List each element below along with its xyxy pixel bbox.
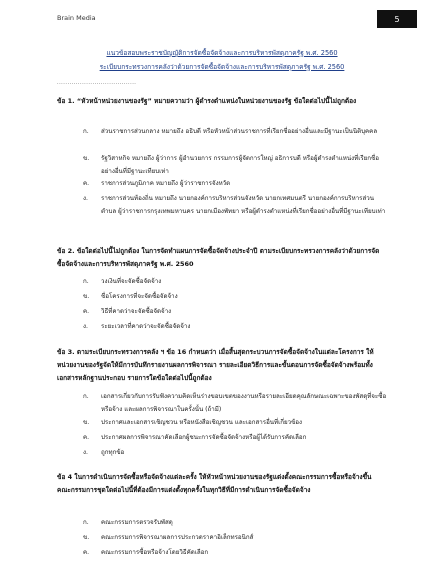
document-subtitle: ระเบียบกระทรวงการคลังว่าด้วยการจัดซื้อจัดจ้างและการบริหารพัสดุภาครัฐ พ.ศ. 2560 [99, 63, 345, 71]
option-label: ง. [83, 449, 88, 456]
option-label: ก. [83, 393, 89, 400]
option-label: ก. [83, 278, 89, 285]
question-3-option-b [83, 417, 388, 430]
question-2: ข้อ 2. ข้อใดต่อไปนี้ไม่ถูกต้อง ในการจัดทำแผนการจัดซื้อจัดจ้างประจำปี ตามระเบียบกระทรวงการคลังว่าด้วยการจัดซื้อจัดจ้างและการบริหารพัสดุภาครัฐ พ.ศ. 2560 [57, 247, 380, 268]
question-1-option-c [83, 178, 388, 191]
option-label: ข. [83, 534, 90, 541]
option-label: ก. [83, 128, 89, 135]
question-3-option-a [83, 391, 388, 416]
option-text: ประกาศและเอกสารเชิญชวน หรือหนังสือเชิญชวน และเอกสารอื่นที่เกี่ยวข้อง [101, 419, 303, 426]
option-label: ข. [83, 419, 90, 426]
separator: ...................................... [57, 80, 137, 86]
option-text: วงเงินที่จะจัดซื้อจัดจ้าง [101, 278, 162, 285]
brand-name: Brain Media [57, 14, 96, 22]
question-2-option-b [83, 291, 388, 304]
option-text: ราชการส่วนท้องถิ่น หมายถึง นายกองค์การบริหารส่วนจังหวัด นายกเทศมนตรี นายกองค์การบริหารส่วนตำบล ผู้ว่าราชการกรุงเทพมหานคร นายกเมืองพัทยา หรือผู้ดำรงตำแหน่งที่เรียกชื่ออย่างอื่นที่มีฐานะเทียบเท่า [101, 195, 386, 215]
question-2-option-a [83, 276, 388, 289]
option-label: ค. [83, 308, 90, 315]
option-text: ระยะเวลาที่คาดว่าจะจัดซื้อจัดจ้าง [101, 323, 191, 330]
option-text: เอกสารเกี่ยวกับการรับฟังความคิดเห็นร่างขอบเขตของงานหรือรายละเอียดคุณลักษณะเฉพาะของพัสดุที่จะซื้อหรือจ้าง และผลการพิจารณาในครั้งนั้น (ถ้ามี) [101, 393, 387, 413]
option-label: ค. [83, 549, 90, 556]
question-4-option-b [83, 532, 388, 545]
option-text: ถูกทุกข้อ [101, 449, 125, 456]
question-4: ข้อ 4 ในการดำเนินการจัดซื้อหรือจัดจ้างแต่ละครั้ง ให้หัวหน้าหน่วยงานของรัฐแต่งตั้งคณะกรรมการซื้อหรือจ้างขึ้น คณะกรรมการชุดใดต่อไปนี้ที่ต้องมีการแต่งตั้งทุกครั้งในทุกวิธีที่มีการดำเนินการจัดซื้อจัดจ้าง [57, 473, 372, 494]
option-label: ง. [83, 323, 88, 330]
question-1-option-d [83, 193, 388, 218]
question-3-option-d [83, 447, 388, 460]
question-1: ข้อ 1. “หัวหน้าหน่วยงานของรัฐ” หมายความว่า ผู้ดำรงตำแหน่งในหน่วยงานของรัฐ ข้อใดต่อไปนี้ไม่ถูกต้อง [57, 97, 357, 105]
option-label: ง. [83, 195, 88, 202]
question-3-option-c [83, 432, 388, 445]
question-4-option-c [83, 547, 388, 560]
question-3: ข้อ 3. ตามระเบียบกระทรวงการคลัง ฯ ข้อ 16 กำหนดว่า เมื่อสิ้นสุดกระบวนการจัดซื้อจัดจ้างในแต่ละโครงการ ให้หน่วยงานของรัฐจัดให้มีการบันทึกรายงานผลการพิจารณา รายละเอียดวิธีการและขั้นตอนการจัดซื้อจัดจ้างพร้อมทั้งเอกสารหลักฐานประกอบ รายการใดข้อใดต่อไปนี้ถูกต้อง [57, 348, 374, 382]
option-label: ค. [83, 180, 90, 187]
option-text: คณะกรรมการซื้อหรือจ้างโดยวิธีคัดเลือก [101, 549, 209, 556]
option-text: คณะกรรมการพิจารณาผลการประกวดราคาอิเล็กทรอนิกส์ [101, 534, 254, 541]
option-text: ส่วนราชการส่วนกลาง หมายถึง อธิบดี หรือหัวหน้าส่วนราชการที่เรียกชื่ออย่างอื่นและมีฐานะเป็นนิติบุคคล [101, 128, 378, 135]
question-4-option-a [83, 517, 388, 530]
option-text: ชื่อโครงการที่จะจัดซื้อจัดจ้าง [101, 293, 178, 300]
option-text: รัฐวิสาหกิจ หมายถึง ผู้ว่าการ ผู้อำนวยการ กรรมการผู้จัดการใหญ่ อธิการบดี หรือผู้ดำรงตำแหน่งที่เรียกชื่ออย่างอื่นที่มีฐานะเทียบเท่า [101, 155, 379, 175]
option-label: ค. [83, 434, 90, 441]
question-2-option-c [83, 306, 388, 319]
question-1-option-b [83, 153, 388, 178]
question-1-option-a [83, 126, 388, 139]
option-label: ข. [83, 155, 90, 162]
option-label: ก. [83, 519, 89, 526]
option-label: ข. [83, 293, 90, 300]
option-text: ราชการส่วนภูมิภาค หมายถึง ผู้ว่าราชการจังหวัด [101, 180, 231, 187]
option-text: วิธีที่คาดว่าจะจัดซื้อจัดจ้าง [101, 308, 172, 315]
page-number-badge: 5 [377, 10, 417, 28]
document-title: แนวข้อสอบพระราชบัญญัติการจัดซื้อจัดจ้างและการบริหารพัสดุภาครัฐ พ.ศ. 2560 [106, 49, 338, 57]
option-text: ประกาศผลการพิจารณาคัดเลือกผู้ชนะการจัดซื้อจัดจ้างหรือผู้ได้รับการคัดเลือก [101, 434, 307, 441]
option-text: คณะกรรมการตรวจรับพัสดุ [101, 519, 173, 526]
question-2-option-d [83, 321, 388, 334]
